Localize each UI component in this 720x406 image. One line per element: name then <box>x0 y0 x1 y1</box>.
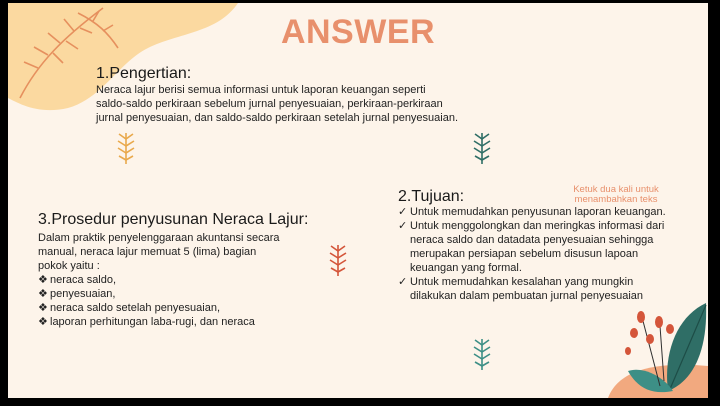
purpose-list <box>398 205 698 303</box>
list-item <box>398 219 698 275</box>
sprig-orange-icon <box>116 131 136 165</box>
definition-line: jurnal penyesuaian, dan saldo-saldo perkiraan setelah jurnal penyesuaian. <box>96 112 459 124</box>
list-item-text: keuangan yang formal. <box>410 262 522 274</box>
slide-title: ANSWER <box>280 13 436 51</box>
slide <box>8 3 708 398</box>
diamond-bullet-icon: ❖ <box>38 274 48 286</box>
procedure-intro-line: manual, neraca lajur memuat 5 (lima) bagian <box>38 246 257 258</box>
list-item-text: Untuk memudahkan penyusunan laporan keuangan. <box>410 206 666 218</box>
procedure-intro-line: pokok yaitu : <box>38 260 100 272</box>
list-item-text: Untuk menggolongkan dan meringkas informasi dari <box>410 220 665 232</box>
list-item-text: neraca saldo, <box>50 274 117 286</box>
list-item <box>38 315 328 329</box>
hint-line: Ketuk dua kali untuk <box>573 184 659 195</box>
list-item-text: penyesuaian, <box>50 288 116 300</box>
definition-line: saldo-saldo perkiraan sebelum jurnal penyesuaian, perkiraan-perkiraan <box>96 98 443 110</box>
list-item <box>398 205 698 219</box>
definition-line: Neraca lajur berisi semua informasi untuk laporan keuangan seperti <box>96 84 426 96</box>
list-item-text: Untuk memudahkan kesalahan yang mungkin <box>410 276 634 288</box>
procedure-list <box>38 273 328 329</box>
definition-heading: 1.Pengertian: <box>96 65 192 82</box>
sprig-teal-icon <box>472 337 492 371</box>
procedure-heading: 3.Prosedur penyusunan Neraca Lajur: <box>38 211 309 228</box>
checkmark-icon: ✓ <box>398 220 408 232</box>
list-item-text: merupakan persiapan sebelum disusun lapoan <box>410 248 639 260</box>
list-item-text: neraca saldo dan datadata penyesuaian sehingga <box>410 234 654 246</box>
definition-text <box>96 83 516 125</box>
list-item <box>38 301 328 315</box>
berry-icon <box>625 311 674 355</box>
list-item-text: neraca saldo setelah penyesuaian, <box>50 302 221 314</box>
hint-line: menambahkan teks <box>574 194 658 205</box>
checkmark-icon: ✓ <box>398 276 408 288</box>
list-item <box>38 273 328 287</box>
diamond-bullet-icon: ❖ <box>38 302 48 314</box>
plant-decoration <box>598 291 708 398</box>
checkmark-icon: ✓ <box>398 206 408 218</box>
procedure-text <box>38 231 328 329</box>
sprig-red-icon <box>328 243 348 277</box>
diamond-bullet-icon: ❖ <box>38 288 48 300</box>
diamond-bullet-icon: ❖ <box>38 316 48 328</box>
purpose-heading: 2.Tujuan: <box>398 188 465 205</box>
list-item <box>38 287 328 301</box>
text-placeholder-hint[interactable] <box>556 185 676 205</box>
list-item-text: laporan perhitungan laba-rugi, dan neraca <box>50 316 255 328</box>
sprig-teal-icon <box>472 131 492 165</box>
list-item-text: dilakukan dalam pembuatan jurnal penyesuaian <box>410 290 643 302</box>
procedure-intro-line: Dalam praktik penyelenggaraan akuntansi secara <box>38 232 280 244</box>
